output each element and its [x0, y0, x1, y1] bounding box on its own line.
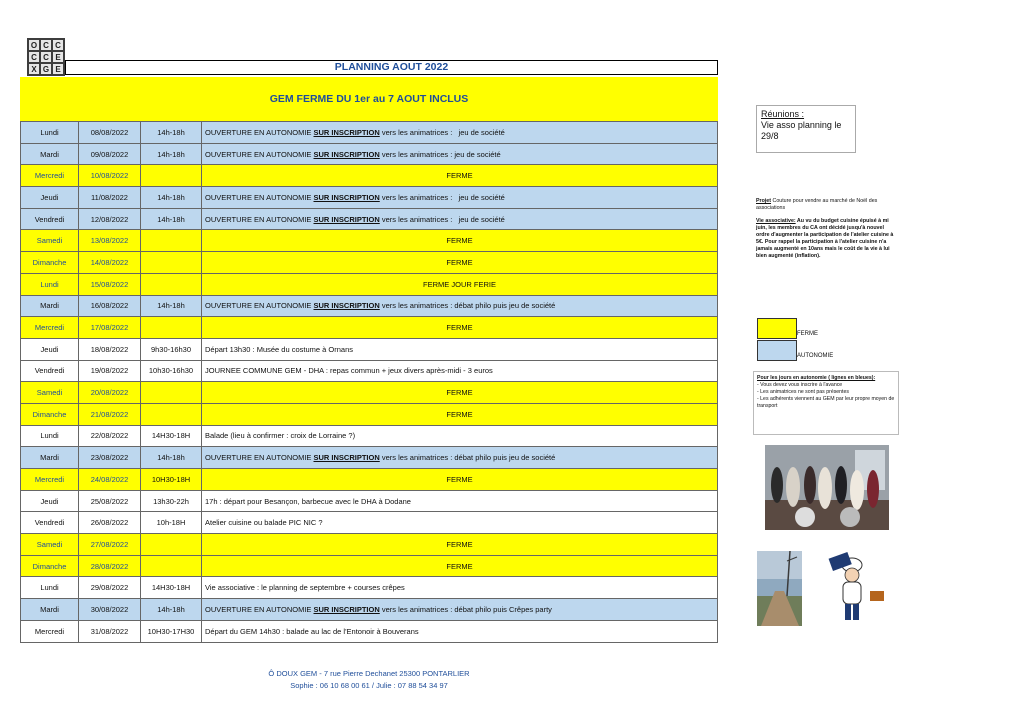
row-activity: 17h : départ pour Besançon, barbecue avec le DHA à Dodane	[202, 490, 718, 512]
costume-museum-illustration	[765, 445, 889, 530]
planning-row	[21, 317, 718, 339]
autonomie-prefix: OUVERTURE EN AUTONOMIE	[205, 127, 314, 137]
row-day: Samedi	[21, 382, 79, 404]
autonomie-rule: - Vous devez vous inscrire à l'avance	[757, 382, 843, 388]
row-hours: 10H30-17H30	[141, 620, 202, 642]
row-date: 13/08/2022	[79, 230, 141, 252]
row-date: 29/08/2022	[79, 577, 141, 599]
costume-museum-photo	[765, 445, 889, 530]
row-hours: 10h30-16h30	[141, 360, 202, 382]
autonomie-rules-box	[753, 371, 899, 435]
logo-letter: G	[42, 64, 50, 74]
row-date: 26/08/2022	[79, 512, 141, 534]
row-date: 14/08/2022	[79, 252, 141, 274]
vie-associative-text: Au vu du budget cuisine épuisé à mi juin, les membres du CA ont décidé jusqu'à nouvel ordre d'augmenter la participation de l'atelier cuisine à 5€. Pour rappel la participation à l'atelier cuisine n'a jamais augmenté en 10ans mais le coût de la vie à lui bien augmenté (inflation).	[756, 218, 894, 259]
row-hours: 14H30-18H	[141, 425, 202, 447]
reunions-text: Vie asso planning le 29/8	[761, 120, 842, 141]
projet-notes	[756, 198, 898, 266]
row-day: Vendredi	[21, 360, 79, 382]
vie-associative-paragraph	[756, 218, 898, 260]
row-hours	[141, 555, 202, 577]
row-hours: 10H30-18H	[141, 469, 202, 491]
row-day: Jeudi	[21, 187, 79, 209]
planning-row	[21, 122, 718, 144]
logo-letter: E	[53, 64, 63, 74]
row-activity: FERME JOUR FERIE	[202, 273, 718, 295]
row-date: 25/08/2022	[79, 490, 141, 512]
row-day: Mardi	[21, 599, 79, 621]
autonomie-middle: vers les animatrices :	[379, 149, 455, 159]
legend-ferme	[757, 317, 833, 339]
autonomie-middle: vers les animatrices :	[379, 453, 455, 463]
row-activity: FERME	[202, 230, 718, 252]
row-day: Mercredi	[21, 620, 79, 642]
planning-row	[21, 469, 718, 491]
projet-paragraph	[756, 198, 898, 212]
sur-inscription-text: SUR INSCRIPTION	[313, 127, 380, 137]
row-hours	[141, 534, 202, 556]
color-legend	[757, 317, 833, 361]
row-date: 23/08/2022	[79, 447, 141, 469]
row-hours: 14H30-18H	[141, 577, 202, 599]
row-day: Lundi	[21, 577, 79, 599]
lake-boardwalk-illustration	[757, 551, 802, 626]
footer-address: Ô DOUX GEM - 7 rue Pierre Dechanet 25300 PONTARLIER	[268, 669, 470, 678]
legend-label-ferme: FERME	[797, 331, 818, 337]
logo-letter: X	[29, 64, 39, 74]
legend-swatch-ferme	[757, 318, 797, 339]
planning-row	[21, 187, 718, 209]
planning-row	[21, 208, 718, 230]
sur-inscription-text: SUR INSCRIPTION	[313, 192, 380, 202]
row-day: Mardi	[21, 143, 79, 165]
legend-swatch-autonomie	[757, 340, 797, 361]
row-activity: Départ du GEM 14h30 : balade au lac de l'Entonoir à Bouverans	[202, 620, 718, 642]
planning-row	[21, 273, 718, 295]
row-date: 10/08/2022	[79, 165, 141, 187]
row-date: 31/08/2022	[79, 620, 141, 642]
planning-row	[21, 382, 718, 404]
legend-autonomie	[757, 339, 833, 361]
row-date: 21/08/2022	[79, 403, 141, 425]
row-hours: 14h-18h	[141, 143, 202, 165]
autonomie-middle: vers les animatrices :	[379, 604, 455, 614]
planning-row	[21, 252, 718, 274]
row-date: 19/08/2022	[79, 360, 141, 382]
row-hours: 14h-18h	[141, 447, 202, 469]
planning-row	[21, 534, 718, 556]
activity-text: jeu de société	[454, 192, 505, 202]
row-day: Mercredi	[21, 469, 79, 491]
planning-row	[21, 295, 718, 317]
autonomie-middle: vers les animatrices :	[379, 301, 455, 311]
row-hours: 14h-18h	[141, 187, 202, 209]
autonomie-prefix: OUVERTURE EN AUTONOMIE	[205, 192, 314, 202]
row-date: 24/08/2022	[79, 469, 141, 491]
row-activity	[202, 295, 718, 317]
row-date: 08/08/2022	[79, 122, 141, 144]
planning-row	[21, 338, 718, 360]
sur-inscription-text: SUR INSCRIPTION	[313, 149, 380, 159]
planning-row	[21, 512, 718, 534]
row-day: Lundi	[21, 273, 79, 295]
row-activity: Départ 13h30 : Musée du costume à Ornans	[202, 338, 718, 360]
page-title: PLANNING AOUT 2022	[65, 60, 718, 75]
row-activity	[202, 599, 718, 621]
row-day: Samedi	[21, 534, 79, 556]
projet-label: Projet	[756, 198, 772, 204]
planning-row	[21, 403, 718, 425]
row-date: 16/08/2022	[79, 295, 141, 317]
autonomie-prefix: OUVERTURE EN AUTONOMIE	[205, 301, 314, 311]
activity-text: débat philo puis jeu de société	[454, 453, 556, 463]
activity-text: débat philo puis Crêpes party	[454, 604, 552, 614]
planning-row	[21, 599, 718, 621]
row-day: Dimanche	[21, 555, 79, 577]
row-activity: JOURNEE COMMUNE GEM - DHA : repas commun + jeux divers après-midi - 3 euros	[202, 360, 718, 382]
planning-row	[21, 360, 718, 382]
row-date: 18/08/2022	[79, 338, 141, 360]
row-activity	[202, 187, 718, 209]
row-hours	[141, 317, 202, 339]
sur-inscription-text: SUR INSCRIPTION	[313, 214, 380, 224]
autonomie-prefix: OUVERTURE EN AUTONOMIE	[205, 214, 314, 224]
activity-text: jeu de société	[454, 149, 501, 159]
row-activity: FERME	[202, 382, 718, 404]
row-hours: 14h-18h	[141, 295, 202, 317]
row-day: Jeudi	[21, 490, 79, 512]
chef-cartoon	[828, 551, 890, 626]
row-hours: 14h-18h	[141, 122, 202, 144]
row-activity: FERME	[202, 555, 718, 577]
row-activity: FERME	[202, 469, 718, 491]
row-day: Vendredi	[21, 512, 79, 534]
row-day: Vendredi	[21, 208, 79, 230]
row-day: Lundi	[21, 122, 79, 144]
row-activity: FERME	[202, 252, 718, 274]
row-day: Jeudi	[21, 338, 79, 360]
row-hours: 9h30-16h30	[141, 338, 202, 360]
closed-notice: GEM FERME DU 1er au 7 AOUT INCLUS	[20, 77, 718, 121]
row-activity: Balade (lieu à confirmer : croix de Lorraine ?)	[202, 425, 718, 447]
legend-label-autonomie: AUTONOMIE	[797, 353, 834, 359]
autonomie-rules-heading: Pour les jours en autonomie ( lignes en bleues):	[757, 375, 876, 381]
row-hours: 14h-18h	[141, 208, 202, 230]
row-day: Mardi	[21, 295, 79, 317]
crepes-party-chef-illustration	[828, 551, 890, 626]
autonomie-prefix: OUVERTURE EN AUTONOMIE	[205, 149, 314, 159]
row-activity: FERME	[202, 403, 718, 425]
row-hours	[141, 273, 202, 295]
logo-letter: C	[53, 40, 63, 50]
row-date: 15/08/2022	[79, 273, 141, 295]
logo-letter: O	[30, 40, 38, 50]
row-activity	[202, 447, 718, 469]
planning-table	[20, 121, 718, 643]
planning-row	[21, 425, 718, 447]
row-hours	[141, 165, 202, 187]
planning-row	[21, 490, 718, 512]
planning-row	[21, 165, 718, 187]
planning-row	[21, 577, 718, 599]
sur-inscription-text: SUR INSCRIPTION	[313, 453, 380, 463]
row-hours	[141, 230, 202, 252]
row-activity: FERME	[202, 165, 718, 187]
row-hours: 10h-18H	[141, 512, 202, 534]
lake-boardwalk-photo	[757, 551, 802, 626]
autonomie-middle: vers les animatrices :	[379, 127, 455, 137]
row-date: 28/08/2022	[79, 555, 141, 577]
row-date: 11/08/2022	[79, 187, 141, 209]
autonomie-middle: vers les animatrices :	[379, 192, 455, 202]
row-date: 20/08/2022	[79, 382, 141, 404]
footer-contacts: Sophie : 06 10 68 00 61 / Julie : 07 88 54 34 97	[290, 681, 448, 690]
row-hours: 13h30-22h	[141, 490, 202, 512]
activity-text: débat philo puis jeu de société	[454, 301, 556, 311]
autonomie-rule: - Les adhérents viennent au GEM par leur propre moyen de transport	[757, 396, 895, 409]
row-day: Mercredi	[21, 317, 79, 339]
row-day: Lundi	[21, 425, 79, 447]
row-day: Samedi	[21, 230, 79, 252]
row-activity: Vie associative : le planning de septembre + courses crêpes	[202, 577, 718, 599]
autonomie-prefix: OUVERTURE EN AUTONOMIE	[205, 604, 314, 614]
autonomie-prefix: OUVERTURE EN AUTONOMIE	[205, 453, 314, 463]
planning-row	[21, 143, 718, 165]
activity-text: jeu de société	[454, 214, 505, 224]
logo-letter: E	[53, 52, 63, 62]
planning-row	[21, 230, 718, 252]
logo-letter: C	[29, 52, 39, 62]
autonomie-rule: - Les animatrices ne sont pas présentes	[757, 389, 849, 395]
row-date: 27/08/2022	[79, 534, 141, 556]
activity-text: jeu de société	[454, 127, 505, 137]
gem-logo	[27, 38, 65, 76]
row-day: Mardi	[21, 447, 79, 469]
row-hours	[141, 252, 202, 274]
row-date: 12/08/2022	[79, 208, 141, 230]
reunions-box	[756, 105, 856, 153]
vie-associative-label: Vie associative:	[756, 218, 796, 224]
planning-row	[21, 620, 718, 642]
row-activity	[202, 143, 718, 165]
row-hours	[141, 382, 202, 404]
row-activity: FERME	[202, 534, 718, 556]
row-hours	[141, 403, 202, 425]
row-activity: Atelier cuisine ou balade PIC NIC ?	[202, 512, 718, 534]
row-date: 17/08/2022	[79, 317, 141, 339]
row-day: Dimanche	[21, 252, 79, 274]
row-activity	[202, 122, 718, 144]
logo-letter: C	[41, 52, 51, 62]
row-date: 22/08/2022	[79, 425, 141, 447]
projet-text: Couture pour vendre au marché de Noël des associations	[756, 198, 878, 211]
planning-row	[21, 447, 718, 469]
row-day: Dimanche	[21, 403, 79, 425]
row-date: 09/08/2022	[79, 143, 141, 165]
planning-row	[21, 555, 718, 577]
sur-inscription-text: SUR INSCRIPTION	[313, 604, 380, 614]
reunions-heading: Réunions :	[761, 109, 805, 119]
autonomie-middle: vers les animatrices :	[379, 214, 455, 224]
row-date: 30/08/2022	[79, 599, 141, 621]
logo-letter: C	[41, 40, 51, 50]
row-activity: FERME	[202, 317, 718, 339]
row-activity	[202, 208, 718, 230]
row-hours: 14h-18h	[141, 599, 202, 621]
sur-inscription-text: SUR INSCRIPTION	[313, 301, 380, 311]
row-day: Mercredi	[21, 165, 79, 187]
